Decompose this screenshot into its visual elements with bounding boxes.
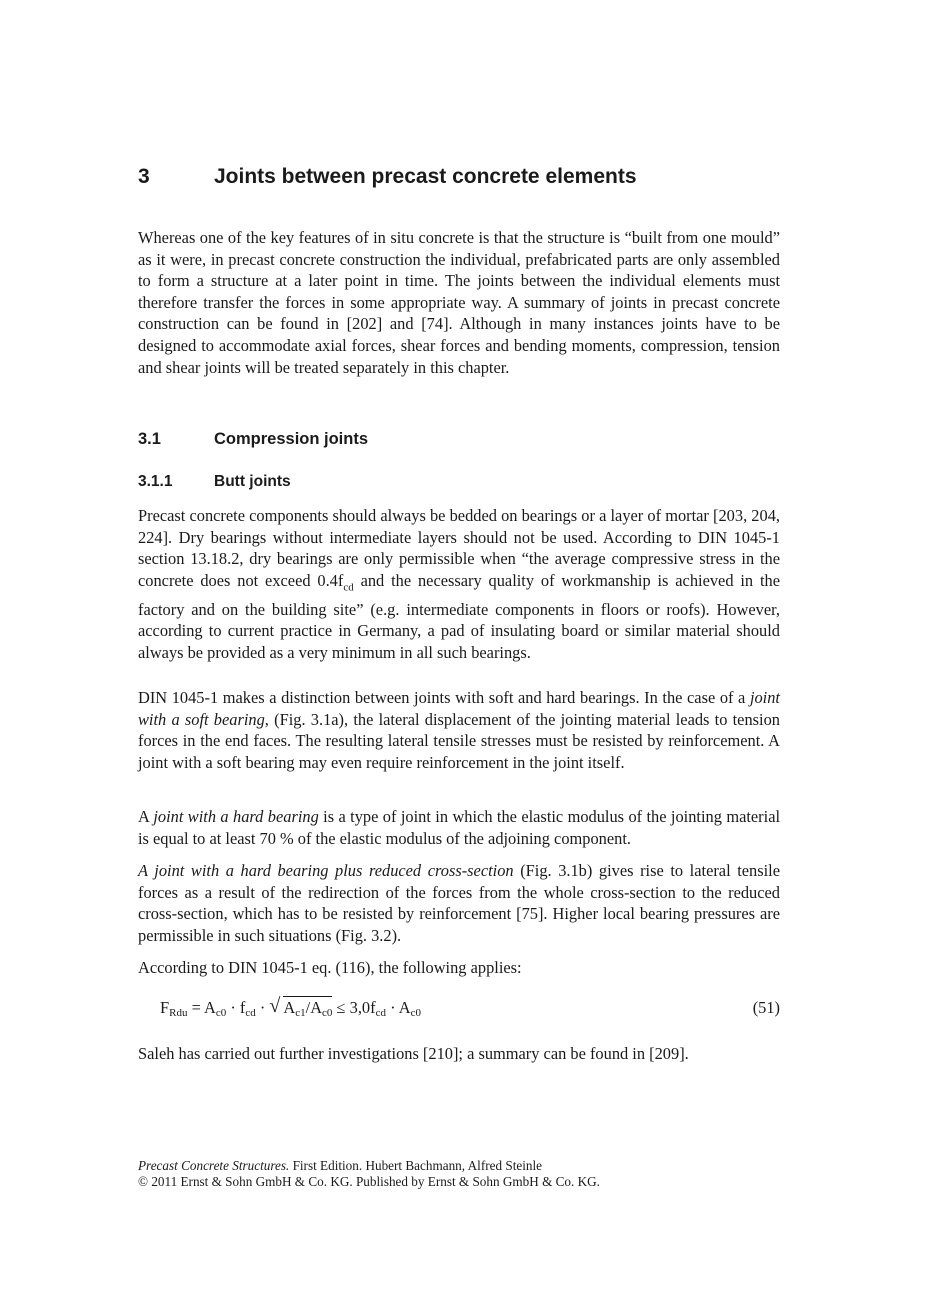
hard-bearing-term: joint with a hard bearing [153,807,319,826]
book-edition-authors: First Edition. Hubert Bachmann, Alfred Steinle [289,1158,542,1173]
footer-copyright: © 2011 Ernst & Sohn GmbH & Co. KG. Published by Ernst & Sohn GmbH & Co. KG. [138,1174,600,1190]
chapter-title: Joints between precast concrete elements [214,165,637,188]
soft-bearing-term: joint with a soft bearing [138,688,780,729]
soft-bearing-paragraph [138,687,780,773]
footer-book-line [138,1158,780,1174]
section-title: Compression joints [214,430,369,448]
section-number: 3.1 [138,430,161,448]
hard-bearing-paragraph [138,806,780,849]
equation-number: (51) [752,998,780,1017]
intro-paragraph: Whereas one of the key features of in situ concrete is that the structure is “built from one mould” as it were, in precast concrete construction the individual, prefabricated parts are only assembled to form a structure at a later point in time. The joints between the individual elements must therefore transfer the forces in some appropriate way. A summary of joints in precast concrete construction can be found in [202] and [74]. Although in many instances joints have to be designed to accommodate axial forces, shear forces and bending moments, compression, tension and shear joints will be treated separately in this chapter. [138,228,780,377]
chapter-number: 3 [138,165,150,188]
equation-51 [160,995,780,1026]
saleh-paragraph: Saleh has carried out further investigations [210]; a summary can be found in [209]. [138,1044,689,1063]
hard-text-a: A [138,807,154,826]
footer [138,1158,780,1191]
butt-text-b: and the necessary quality of workmanship is achieved in the factory and on the building site” (e.g. intermediate components in floors or roofs). However, according to current practice in Germany, a pad of insulating board or similar material should always be provided as a very minimum in all such bearings. [138,570,780,662]
equation-formula: $F_{Rdu} = A_{c0} \cdot f_{cd}$ · √ $A_{c1}/A_{c0} \le 3,0f_{cd} \cdot A_{c0}$ [160,995,421,1019]
soft-text-b: , (Fig. 3.1a), the lateral displacement of the jointing material leads to tension forces in the end faces. The resulting lateral tensile stresses must be resisted by reinforcement. A joint with a soft bearing may even require reinforcement in the joint itself. [138,709,780,772]
book-title: Precast Concrete Structures. [138,1158,290,1173]
equation-intro: According to DIN 1045-1 eq. (116), the following applies: [138,958,522,977]
soft-text-a: DIN 1045-1 makes a distinction between joints with soft and hard bearings. In the case of a [138,688,750,707]
reduced-section-term: A joint with a hard bearing plus reduced cross-section [138,861,514,880]
reduced-section-paragraph [138,860,780,946]
subsection-number: 3.1.1 [138,473,173,490]
hard-text-b: is a type of joint in which the elastic modulus of the jointing material is equal to at least 70 % of the elastic modulus of the adjoining component. [138,807,781,848]
subsection-title: Butt joints [214,473,291,490]
butt-subscript: cd [343,581,354,594]
butt-text-a: Precast concrete components should always be bedded on bearings or a layer of mortar [203, 204, 224]. Dry bearings without intermediate layers should not be used. According to DIN 1045-1 section 13.18.2, dry bearings are only permissible when “the average compressive stress in the concrete does not exceed 0.4f [138,506,780,590]
square-root: √ $A_{c1}/A_{c0}$ [269,995,333,1019]
butt-joints-paragraph [138,505,780,663]
reduced-text-b: (Fig. 3.1b) gives rise to lateral tensile forces as a result of the redirection of the forces from the whole cross-section to the reduced cross-section, which has to be resisted by reinforcement [75]. Higher local bearing pressures are permissible in such situations (Fig. 3.2). [138,861,780,945]
